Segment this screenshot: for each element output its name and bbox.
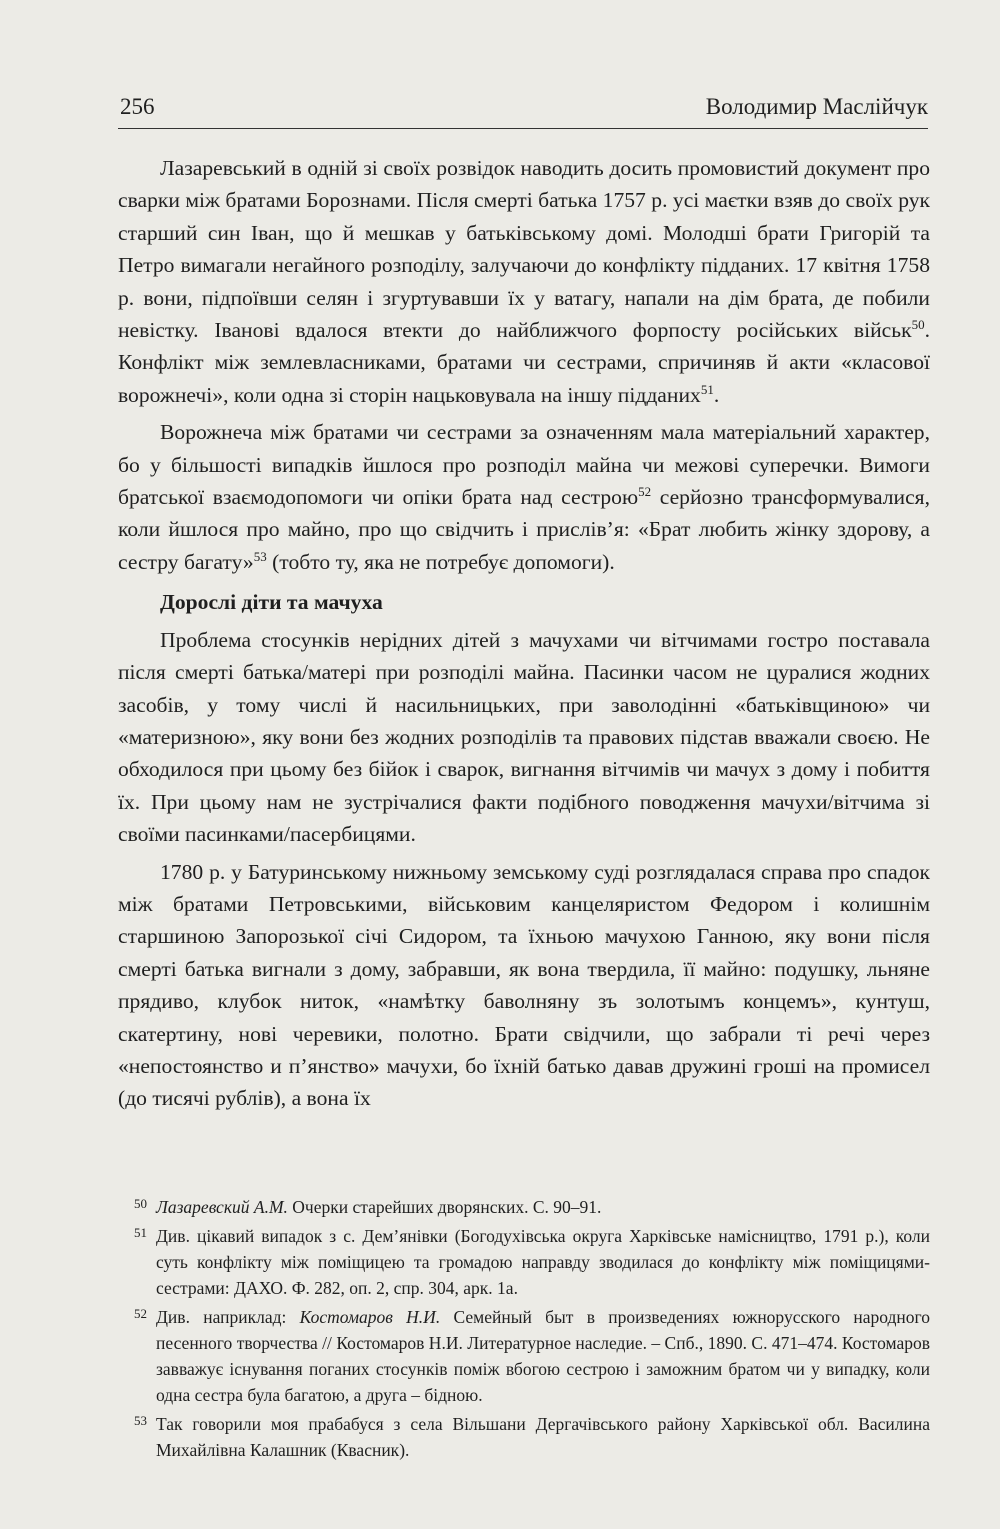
running-header — [118, 92, 928, 129]
paragraph-2: Ворожнеча між братами чи сестрами за означенням мала матеріальний характер, бо у більшості випадків йшлося про розподіл майна чи межові суперечки. Вимоги братської взаємодопомоги чи опіки брата над сестрою$^{52}$ серйозно трансформувалися, коли йшлося про майно, про що свідчить і прислів’я: «Брат любить жінку здорову, а сестру багату»$^{53}$ (тобто ту, яка не потребує допомоги). — [118, 420, 931, 574]
footnotes — [118, 1194, 930, 1466]
footnote-52: 52 Див. наприклад: Костомаров Н.И. Семейный быт в произведениях южнорусского народного песенного творчества // Костомаров Н.И. Литературное наследие. – Спб., 1890. С. 471–474. Костомаров завважує існування поганих стосунків поміж вбогою сестрою і заможним братом чи у випадку, коли одна сестра була багатою, а друга – бідною. — [118, 1304, 930, 1408]
footnote-number: 53 — [134, 1413, 147, 1428]
paragraph-1: Лазаревський в одній зі своїх розвідок наводить досить промовистий документ про сварки між братами Борознами. Після смерті батька 1757 р. усі маєтки взяв до своїх рук старший син Іван, що й мешкав у батьківському домі. Молодші брати Григорій та Петро вимагали негайного розподілу, залучаючи до конфлікту підданих. 17 квітня 1758 р. вони, підпоївши селян і згуртувавши їх у ватагу, напали на дім брата, де побили невістку. Іванові вдалося втекти до найближчого форпосту російських військ$^{50}$. Конфлікт між землевласниками, братами чи сестрами, спричиняв й акти «класової ворожнечі», коли одна зі сторін нацьковувала на іншу підданих$^{51}$. — [118, 156, 930, 407]
page-number: 256 — [120, 94, 155, 119]
section-title: Дорослі діти та мачуха — [160, 590, 383, 615]
footnote-ref-50[interactable]: 50 — [911, 316, 925, 332]
paragraph-4: 1780 р. у Батуринському нижньому земському суді розглядалася справа про спадок між братами Петровськими, військовим канцеляристом Федором і колишнім старшиною Запорозької січі Сидором, та їхньою мачухою Ганною, яку вони після смерті батька вигнали з дому, забравши, як вона твердила, її майно: подушку, льняне прядиво, клубок ниток, «намѣтку баволняну зъ золотымъ концемъ», кунтуш, скатертину, нові черевики, полотно. Брати свідчили, що забрали ті речі через «непостоянство и п’янство» мачухи, бо їхній батько давав дружині гроші на промисел (до тисячі рублів), а вона їх — [118, 859, 930, 1111]
footnote-ref-51[interactable]: 51 — [700, 381, 714, 397]
running-author: Володимир Маслійчук — [705, 94, 928, 119]
main-text — [118, 152, 930, 1115]
footnote-51: 51 Див. цікавий випадок з с. Дем’янівки (Богодухівська округа Харківське намісництво, 1791 р.), коли суть конфлікту між поміщицею та громадою направду зводилася до конфлікту між поміщицями-сестрами: ДАХО. Ф. 282, оп. 2, спр. 304, арк. 1а. — [118, 1223, 930, 1301]
footnote-53: 53 Так говорили моя прабабуся з села Вільшани Дергачівського району Харківської обл. Василина Михайлівна Калашник (Квасник). — [118, 1411, 930, 1463]
footnote-ref-52[interactable]: 52 — [638, 483, 652, 499]
footnote-50: 50 Лазаревский А.М. Очерки старейших дворянских. С. 90–91. — [118, 1194, 930, 1220]
paragraph-3: Проблема стосунків нерідних дітей з мачухами чи вітчимами гостро поставала після смерті батька/матері при розподілі майна. Пасинки часом не цуралися жодних засобів, у тому числі й насильницьких, при заволодінні «батьківщиною» чи «материзною», яку вони без жодних розподілів та правових підстав вважали своєю. Не обходилося при цьому без бійок і сварок, вигнання вітчимів чи мачух з дому і побиття їх. При цьому нам не зустрічалися факти подібного поводження мачухи/вітчима зі своїми пасинками/пасербицями. — [118, 627, 930, 847]
footnote-number: 50 — [134, 1196, 147, 1211]
footnote-number: 52 — [134, 1306, 147, 1321]
footnote-number: 51 — [134, 1225, 147, 1240]
footnote-ref-53[interactable]: 53 — [253, 548, 267, 564]
